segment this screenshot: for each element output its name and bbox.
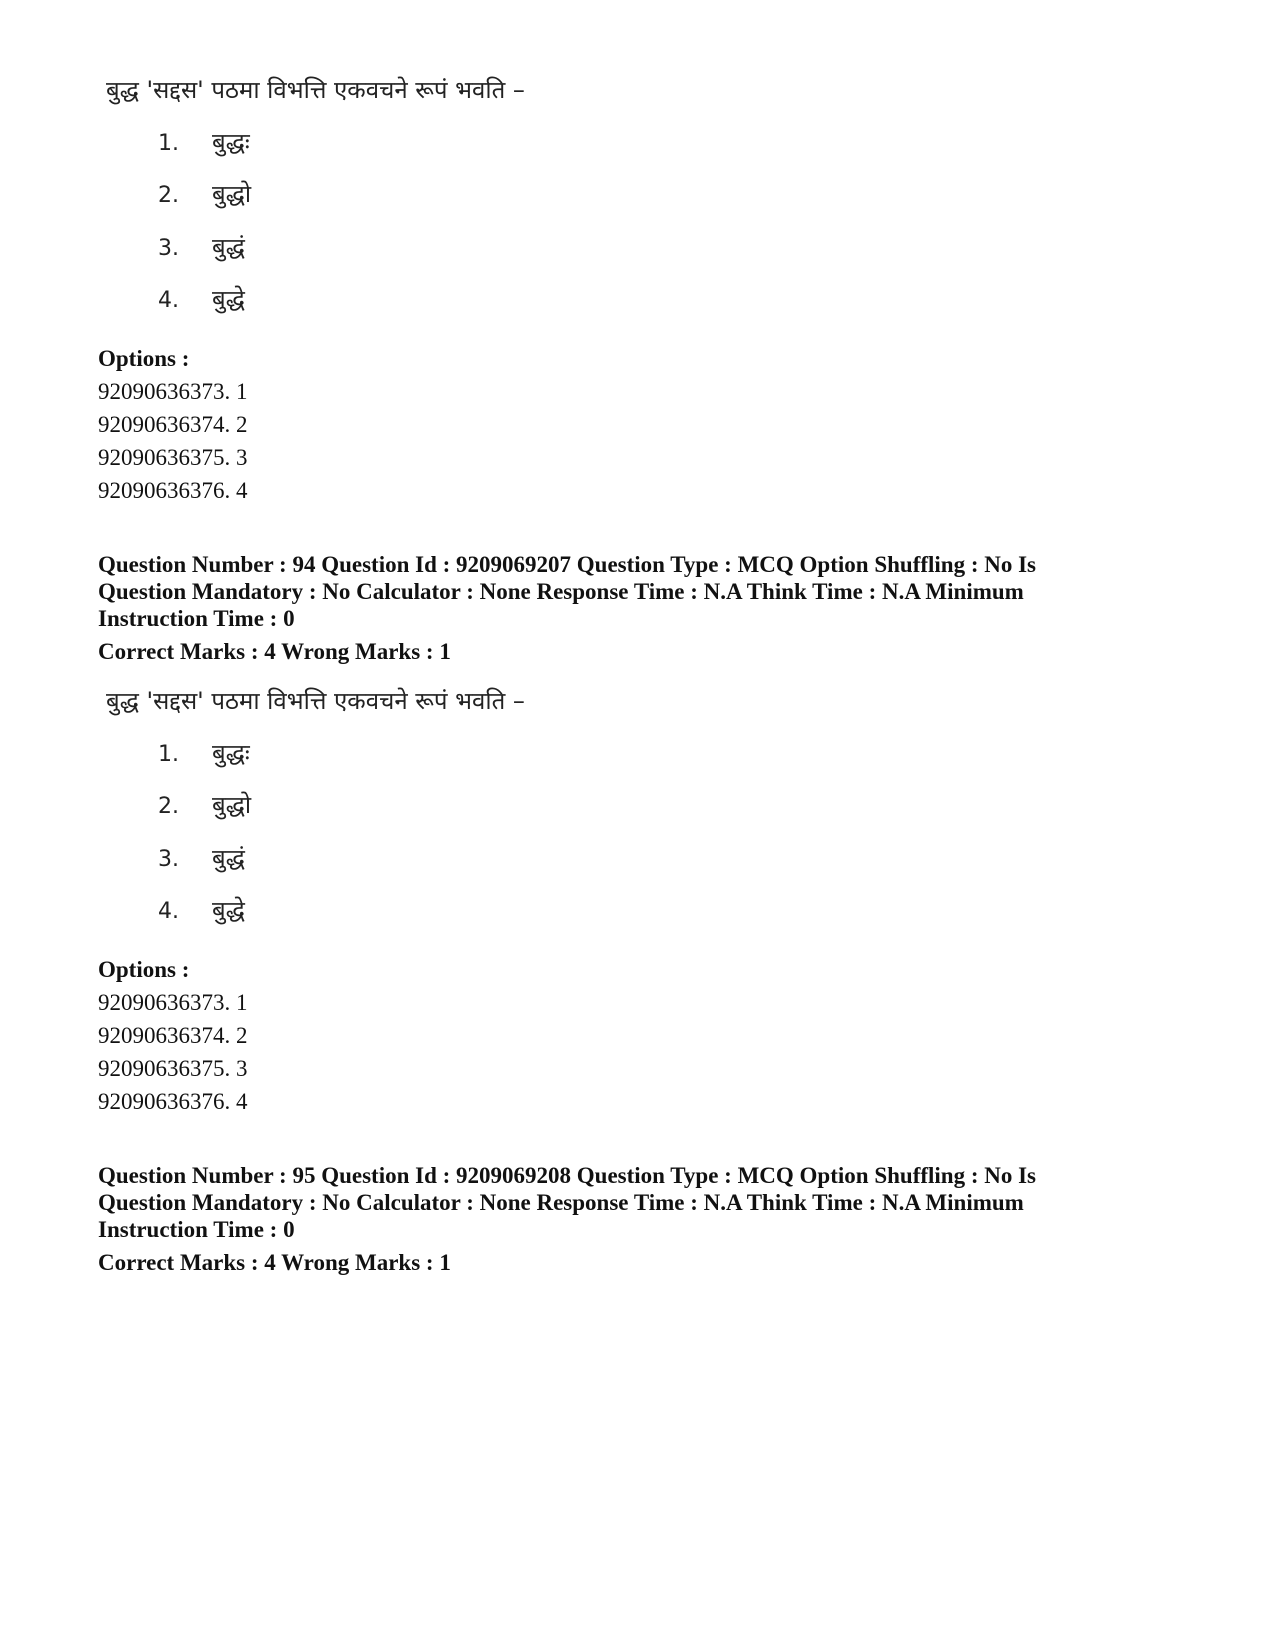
options-title: Options :	[98, 957, 190, 982]
choice-3	[158, 227, 245, 267]
choice-number: 4.	[158, 288, 179, 313]
choice-text: बुद्धः	[212, 739, 250, 767]
option-item: 92090636375. 3	[98, 1056, 248, 1081]
choice-text: बुद्धे	[212, 285, 245, 313]
question-image	[106, 681, 706, 924]
meta-line: Question Number : 95 Question Id : 9209069208 Question Type : MCQ Option Shuffling : No Is	[98, 1163, 1037, 1188]
choice-text: बुद्धो	[212, 791, 252, 819]
choice-2	[158, 785, 251, 825]
marks-line: Correct Marks : 4 Wrong Marks : 1	[98, 1250, 451, 1275]
choice-number: 2.	[158, 794, 179, 819]
question-stem: बुद्ध 'सद्दस' पठमा विभत्ति एकवचने रूपं भवति –	[106, 76, 525, 104]
option-item: 92090636376. 4	[98, 1089, 248, 1114]
choice-number: 4.	[158, 899, 179, 924]
option-item: 92090636374. 2	[98, 1023, 248, 1048]
choice-1	[158, 733, 250, 773]
marks-line: Correct Marks : 4 Wrong Marks : 1	[98, 639, 451, 664]
option-item: 92090636376. 4	[98, 478, 248, 503]
choice-4	[158, 890, 245, 930]
choice-3	[158, 838, 245, 878]
choice-text: बुद्धे	[212, 896, 245, 924]
options-title: Options :	[98, 346, 190, 371]
choice-1	[158, 122, 250, 162]
meta-line: Instruction Time : 0	[98, 1217, 295, 1242]
choice-number: 1.	[158, 742, 179, 767]
choice-text: बुद्धः	[212, 128, 250, 156]
question-stem: बुद्ध 'सद्दस' पठमा विभत्ति एकवचने रूपं भवति –	[106, 687, 525, 715]
options-list	[98, 953, 248, 1118]
options-list	[98, 342, 248, 507]
option-item: 92090636374. 2	[98, 412, 248, 437]
meta-line: Question Mandatory : No Calculator : None Response Time : N.A Think Time : N.A Minimum	[98, 1190, 1024, 1215]
meta-line: Question Mandatory : No Calculator : None Response Time : N.A Think Time : N.A Minimum	[98, 579, 1024, 604]
choice-4	[158, 279, 245, 319]
option-item: 92090636373. 1	[98, 379, 248, 404]
option-item: 92090636373. 1	[98, 990, 248, 1015]
choice-text: बुद्धं	[212, 844, 245, 872]
question-meta	[98, 1162, 1218, 1276]
choice-number: 1.	[158, 131, 179, 156]
question-image	[106, 70, 706, 313]
choice-text: बुद्धो	[212, 180, 252, 208]
choice-text: बुद्धं	[212, 233, 245, 261]
choice-number: 3.	[158, 847, 179, 872]
meta-line: Instruction Time : 0	[98, 606, 295, 631]
choice-number: 2.	[158, 183, 179, 208]
choice-2	[158, 174, 251, 214]
option-item: 92090636375. 3	[98, 445, 248, 470]
choice-number: 3.	[158, 236, 179, 261]
meta-line: Question Number : 94 Question Id : 9209069207 Question Type : MCQ Option Shuffling : No Is	[98, 552, 1037, 577]
question-meta	[98, 551, 1218, 665]
